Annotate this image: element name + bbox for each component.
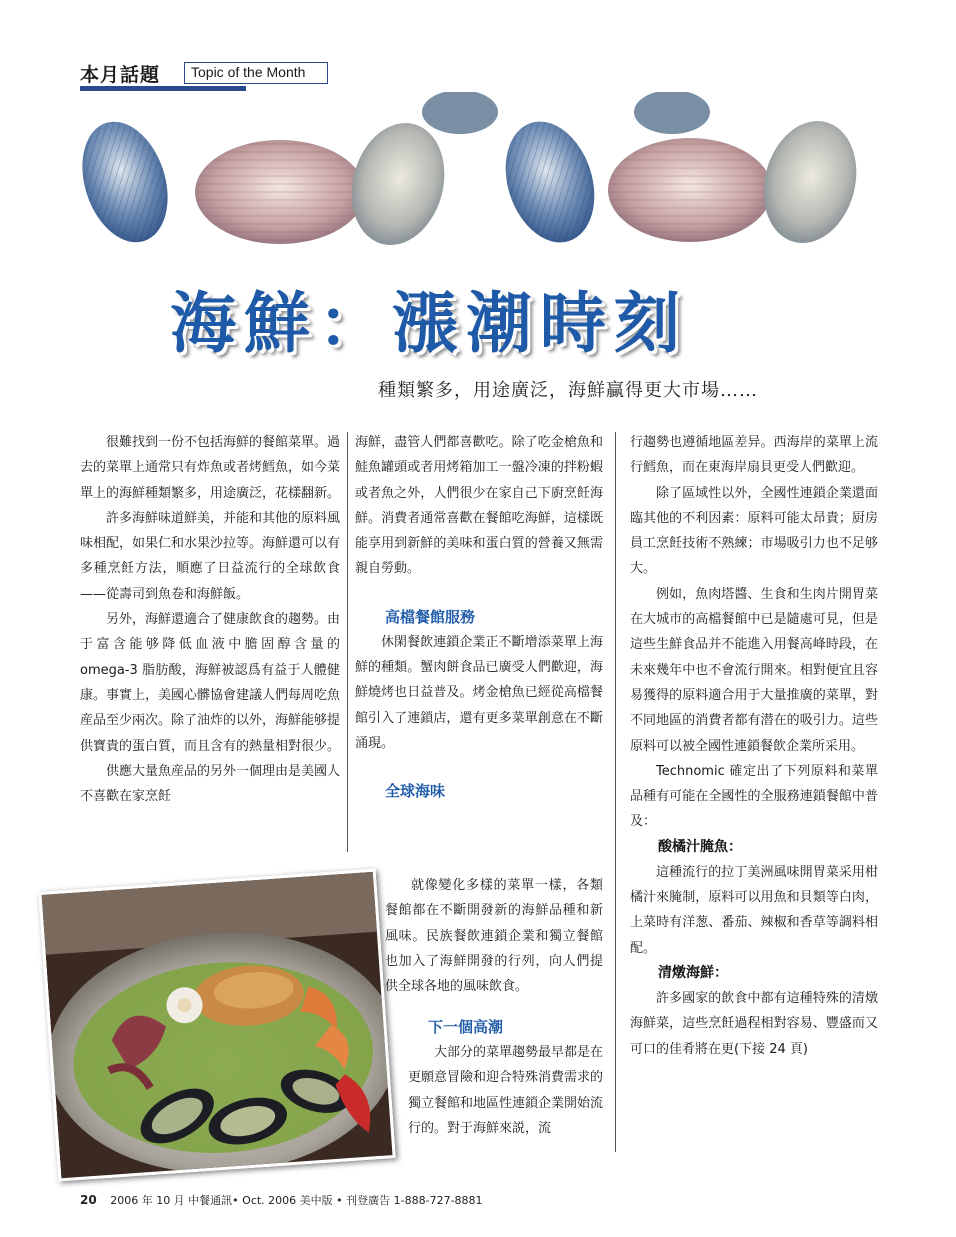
paragraph: 另外，海鮮還適合了健康飲食的趨勢。由于富含能够降低血液中膽固醇含量的 omega-3 脂肪酸，海鮮被認爲有益于人體健康。事實上，美國心髒協會建議人們每周吃魚産品至少兩次。除了油炸的以外，海鮮能够提供寶貴的蛋白質，而且含有的熱量相對很少。 [80, 612, 341, 754]
paragraph: 行趨勢也遵循地區差异。西海岸的菜單上流行鱈魚，而在東海岸扇貝更受人們歡迎。 [630, 435, 878, 476]
paragraph: 很難找到一份不包括海鮮的餐館菜單。過去的菜單上通常只有炸魚或者烤鱈魚，如今菜單上的海鮮種類繁多，用途廣泛，花樣翻新。 [80, 435, 341, 501]
column-1 [80, 430, 340, 809]
paragraph: 就像變化多樣的菜單一樣，各類餐館都在不斷開發新的海鮮品種和新風味。民族餐飲連鎖企業和獨立餐館也加入了海鮮開發的行列，向人們提供全球各地的風味飲食。 [385, 878, 603, 995]
column-2-lower [385, 873, 603, 999]
paragraph: Technomic 確定出了下列原料和菜單品種有可能在全國性的全服務連鎖餐館中普及： [630, 763, 878, 830]
paragraph: 這種流行的拉丁美洲風味開胃菜采用柑橘汁來腌制，原料可以用魚和貝類等白肉，上菜時有洋葱、番茄、辣椒和香草等調料相配。 [630, 864, 878, 956]
paragraph: 供應大量魚産品的另外一個理由是美國人不喜歡在家烹飪 [80, 763, 341, 805]
paragraph: 除了區域性以外，全國性連鎖企業還面臨其他的不利因素：原料可能太昂貴；厨房員工烹飪技術不熟練；市場吸引力也不足够大。 [630, 485, 878, 577]
subheading-fine-dining: 高檔餐館服務 [385, 607, 476, 626]
subheading-ceviche: 酸橘汁腌魚： [658, 838, 742, 855]
page-number: 20 [80, 1193, 97, 1207]
section-label-zh: 本月話題 [80, 64, 161, 86]
shell-dark-top-right [634, 92, 710, 134]
clam-shell-image [80, 92, 880, 272]
footer-text: 2006 年 10 月 中餐通訊• Oct. 2006 美中版 • 刊登廣告 1-888-727-8881 [110, 1194, 483, 1207]
shell-pink-left [195, 140, 365, 244]
column-2 [355, 430, 603, 804]
paragraph: 例如，魚肉塔醬、生食和生肉片開胃菜在大城市的高檔餐館中已是隨處可見，但是這些生鮮食品并不能進入用餐高峰時段，在未來幾年中也不會流行開來。相對便宜且容易獲得的原料適合用于大量推廣的菜單，對不同地區的消費者都有潜在的吸引力。這些原料可以被全國性連鎖餐飲企業所采用。 [630, 586, 878, 754]
section-header [80, 60, 330, 90]
paragraph: 海鮮，盡管人們都喜歡吃。除了吃金槍魚和鮭魚罐頭或者用烤箱加工一盤冷凍的拌粉蝦或者魚之外，人們很少在家自己下廚烹飪海鮮。消費者通常喜歡在餐館吃海鮮，這樣既能享用到新鮮的美味和蛋白質的營養又無需親自勞動。 [355, 435, 603, 577]
column-divider [347, 432, 348, 852]
page-footer [80, 1192, 483, 1208]
column-divider [615, 432, 616, 1152]
shell-grey-left [338, 112, 457, 255]
subheading-stew: 清燉海鮮： [658, 964, 728, 981]
shell-pink-right [608, 138, 772, 242]
shell-blue-right [491, 110, 609, 254]
subheading-global-seafood: 全球海味 [385, 782, 446, 801]
column-2-bottom [408, 1018, 604, 1141]
seafood-platter-photo [38, 869, 395, 1182]
shell-dark-top-left [422, 92, 498, 134]
subheading-next-wave: 下一個高潮 [428, 1018, 504, 1036]
article-title: 海鮮：漲潮時刻 [170, 284, 688, 362]
paragraph: 休閑餐飲連鎖企業正不斷增添菜單上海鮮的種類。蟹肉餅食品已廣受人們歡迎，海鮮燒烤也日益普及。烤金槍魚已經從高檔餐館引入了連鎖店，還有更多菜單創意在不斷涌現。 [355, 634, 603, 751]
paragraph: 許多海鮮味道鮮美，并能和其他的原料風味相配，如果仁和水果沙拉等。海鮮還可以有多種烹飪方法，順應了日益流行的全球飲食——從壽司到魚卷和海鮮飯。 [80, 510, 341, 602]
shell-blue-left [80, 111, 182, 254]
section-label-en: Topic of the Month [184, 62, 328, 84]
paragraph: 許多國家的飲食中都有這種特殊的清燉海鮮菜，這些烹飪過程相對容易、豐盛而又可口的佳肴將在更(下接 24 頁) [630, 990, 878, 1057]
paragraph: 大部分的菜單趨勢最早都是在更願意冒險和迎合特殊消費需求的獨立餐館和地區性連鎖企業開始流行的。對于海鮮來説，流 [408, 1045, 604, 1136]
article-subtitle: 種類繁多，用途廣泛，海鮮贏得更大市場…… [378, 380, 758, 401]
section-underline [80, 86, 246, 91]
shell-grey-right [750, 110, 869, 253]
column-3 [630, 430, 878, 1062]
